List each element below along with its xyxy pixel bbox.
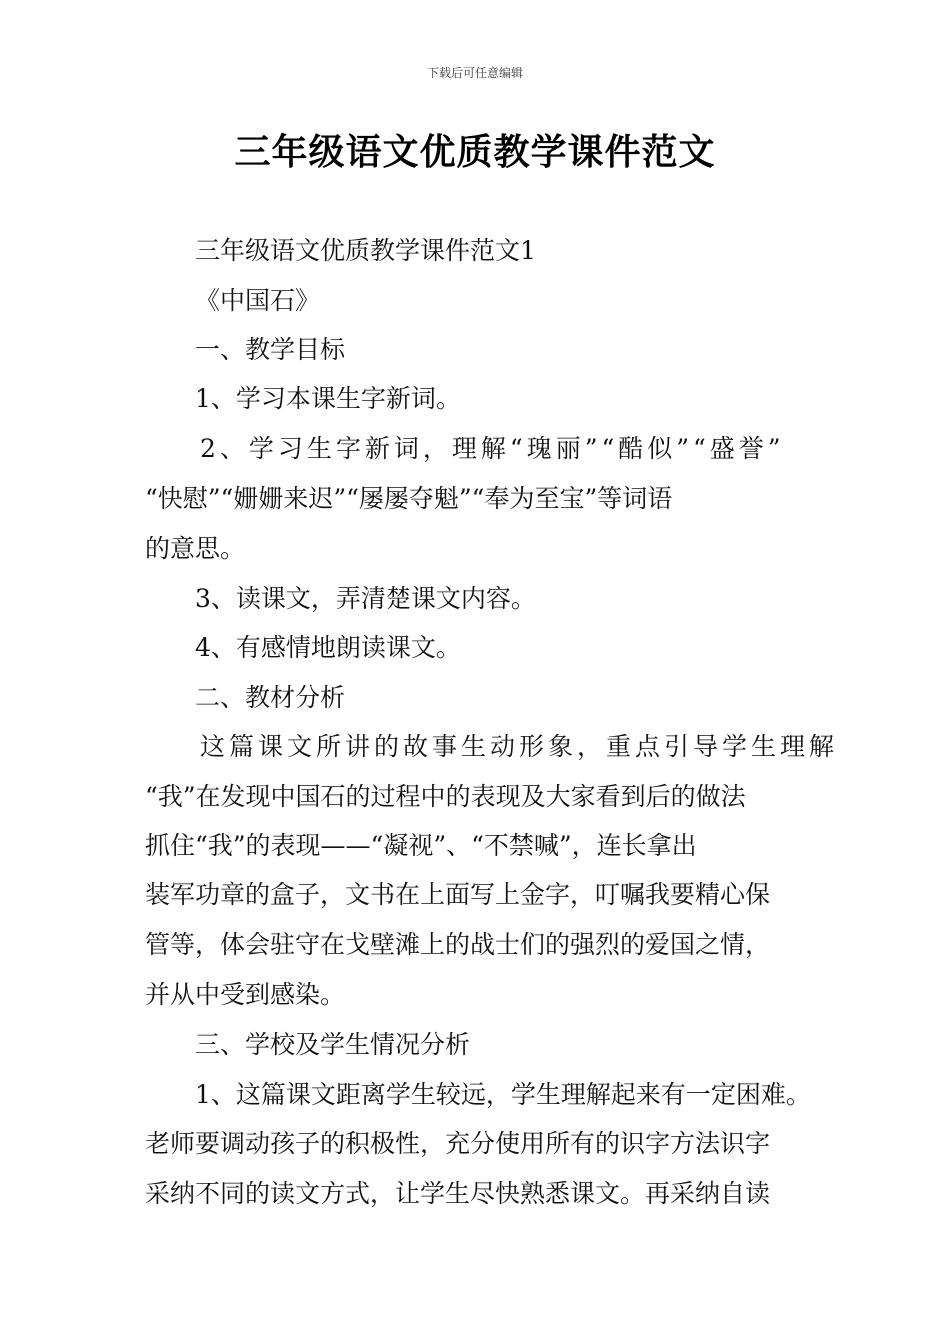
section-heading: 一、教学目标 <box>195 335 346 364</box>
paragraph-line: 管等，体会驻守在戈壁滩上的战士们的强烈的爱国之情， <box>145 930 771 959</box>
lesson-title: 《中国石》 <box>195 286 321 315</box>
paragraph-line: 的意思。 <box>145 534 246 563</box>
paragraph-line: 1、学习本课生字新词。 <box>195 384 461 413</box>
paragraph-line: 装军功章的盒子，文书在上面写上金字，叮嘱我要精心保 <box>145 880 771 909</box>
paragraph-line: 这篇课文所讲的故事生动形象，重点引导学生理解 <box>200 732 839 761</box>
section-heading: 三年级语文优质教学课件范文1 <box>195 236 536 265</box>
paragraph-line: 并从中受到感染。 <box>145 980 346 1009</box>
paragraph-line: 2、学习生字新词，理解“瑰丽”“酷似”“盛誉” <box>200 434 785 463</box>
document-title: 三年级语文优质教学课件范文 <box>234 132 716 173</box>
paragraph-line: 1、这篇课文距离学生较远，学生理解起来有一定困难。 <box>195 1080 811 1109</box>
paragraph-line: 3、读课文，弄清楚课文内容。 <box>195 584 536 613</box>
paragraph-line: 老师要调动孩子的积极性，充分使用所有的识字方法识字 <box>145 1129 771 1158</box>
paragraph-line: “快慰”“姗姗来迟”“屡屡夺魁”“奉为至宝”等词语 <box>145 484 673 513</box>
paragraph-line: 抓住“我”的表现——“凝视”、“不禁喊”，连长拿出 <box>145 831 697 860</box>
paragraph-line: 采纳不同的读文方式，让学生尽快熟悉课文。再采纳自读 <box>145 1179 771 1208</box>
header-note: 下载后可任意编辑 <box>426 66 523 80</box>
section-heading: 二、教材分析 <box>195 683 346 712</box>
section-heading: 三、学校及学生情况分析 <box>195 1030 471 1059</box>
paragraph-line: “我”在发现中国石的过程中的表现及大家看到后的做法 <box>145 782 746 811</box>
paragraph-line: 4、有感情地朗读课文。 <box>195 633 461 662</box>
